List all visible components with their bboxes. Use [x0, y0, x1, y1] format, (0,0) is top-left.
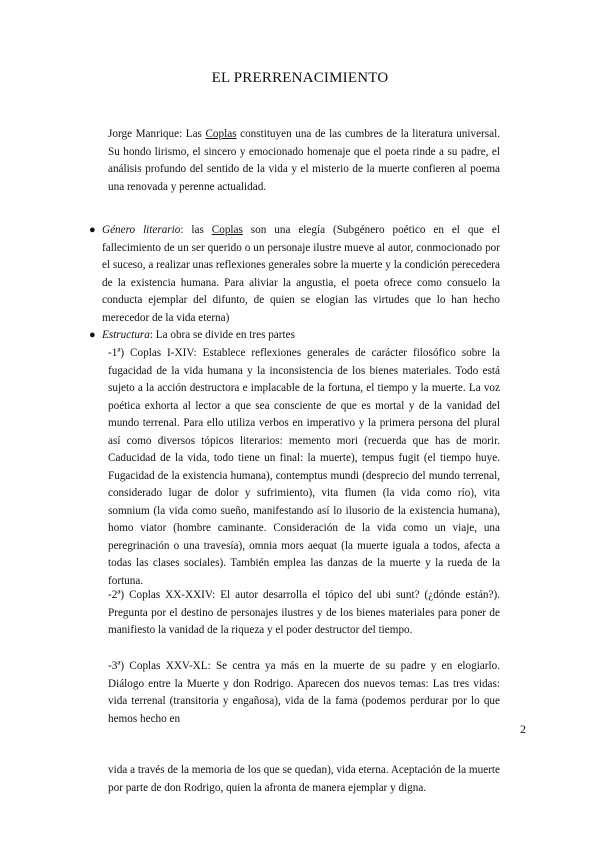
estructura-rest: : La obra se divide en tres partes: [149, 329, 295, 341]
genero-label: Género literario: [102, 224, 181, 236]
estructura-heading: [102, 327, 500, 345]
page-title: EL PRERRENACIMIENTO: [211, 70, 389, 86]
genero-work-title: Coplas: [211, 224, 243, 236]
parte-2-paragraph: -2ª) Coplas XX-XXIV: El autor desarrolla el tópico del ubi sunt? (¿dónde están?). Pregunta por el destino de personajes ilustres y de los bienes materiales para poner de manifiesto la vanidad de la riqueza y el poder destructor del tiempo.: [108, 589, 500, 636]
genero-mid: : las: [180, 224, 212, 236]
intro-work-title: Coplas: [205, 128, 237, 140]
intro-rest: constituyen una de las cumbres de la literatura universal. Su hondo lirismo, el sincero y emocionado homenaje que el poeta rinde a su padre, el análisis profundo del sentido de la vida y el misterio de la muerte confieren al poema una renovada y perenne actualidad.: [108, 128, 500, 193]
parte-3-continuation: vida a través de la memoria de los que se quedan), vida eterna. Aceptación de la muerte por parte de don Rodrigo, quien la afronta de manera ejemplar y digna.: [108, 764, 500, 794]
intro-paragraph: [108, 126, 500, 196]
bullet-icon: ●: [89, 224, 96, 236]
estructura-label: Estructura: [102, 329, 150, 341]
intro-lead: Jorge Manrique: Las: [108, 128, 206, 140]
page-number: 2: [520, 722, 526, 736]
genero-rest: son una elegía (Subgénero poético en el que el fallecimiento de un ser querido o un personaje ilustre mueve al autor, conmocionado por el suceso, a realizar unas reflexiones generales sobre la muerte y la condición perecedera de la existencia humana. Para aliviar la angustia, el poeta ofrece como consuelo la conducta ejemplar del difunto, de quien se elogian las virtudes que lo han hecho merecedor de la vida eterna): [102, 224, 501, 324]
genero-paragraph: [102, 222, 500, 327]
parte-3-paragraph: -3ª) Coplas XXV-XL: Se centra ya más en la muerte de su padre y en elogiarlo. Diálogo entre la Muerte y don Rodrigo. Aparecen dos nuevos temas: Las tres vidas: vida terrenal (transitoria y engañosa), vida de la fama (podemos perdurar por lo que hemos hecho en: [108, 660, 500, 725]
bullet-icon: ●: [89, 329, 96, 341]
parte-1-paragraph: -1ª) Coplas I-XIV: Establece reflexiones generales de carácter filosófico sobre la fugacidad de la vida humana y la inconsistencia de los bienes materiales. Todo está sujeto a la acción destructora e implacable de la fortuna, el tiempo y la muerte. La voz poética exhorta al lector a que sea consciente de que es mortal y de la vanidad del mundo terrenal. Para ello utiliza verbos en imperativo y la primera persona del plural así como diversos tópicos literarios: memento mori (recuerda que has de morir. Caducidad de la vida, todo tiene un final: la muerte), tempus fugit (el tiempo huye. Fugacidad de la existencia humana), contemptus mundi (desprecio del mundo terrenal, considerado lugar de dolor y sufrimiento), vita flumen (la vida como río), vita somnium (la vida como sueño, manifestando así lo ilusorio de la existencia humana), homo viator (hombre caminante. Consideración de la vida como un viaje, una peregrinación o una travesía), omnia mors aequat (la muerte iguala a todos, afecta a todas las clases sociales). También emplea las danzas de la muerte y la rueda de la fortuna.: [108, 347, 500, 587]
